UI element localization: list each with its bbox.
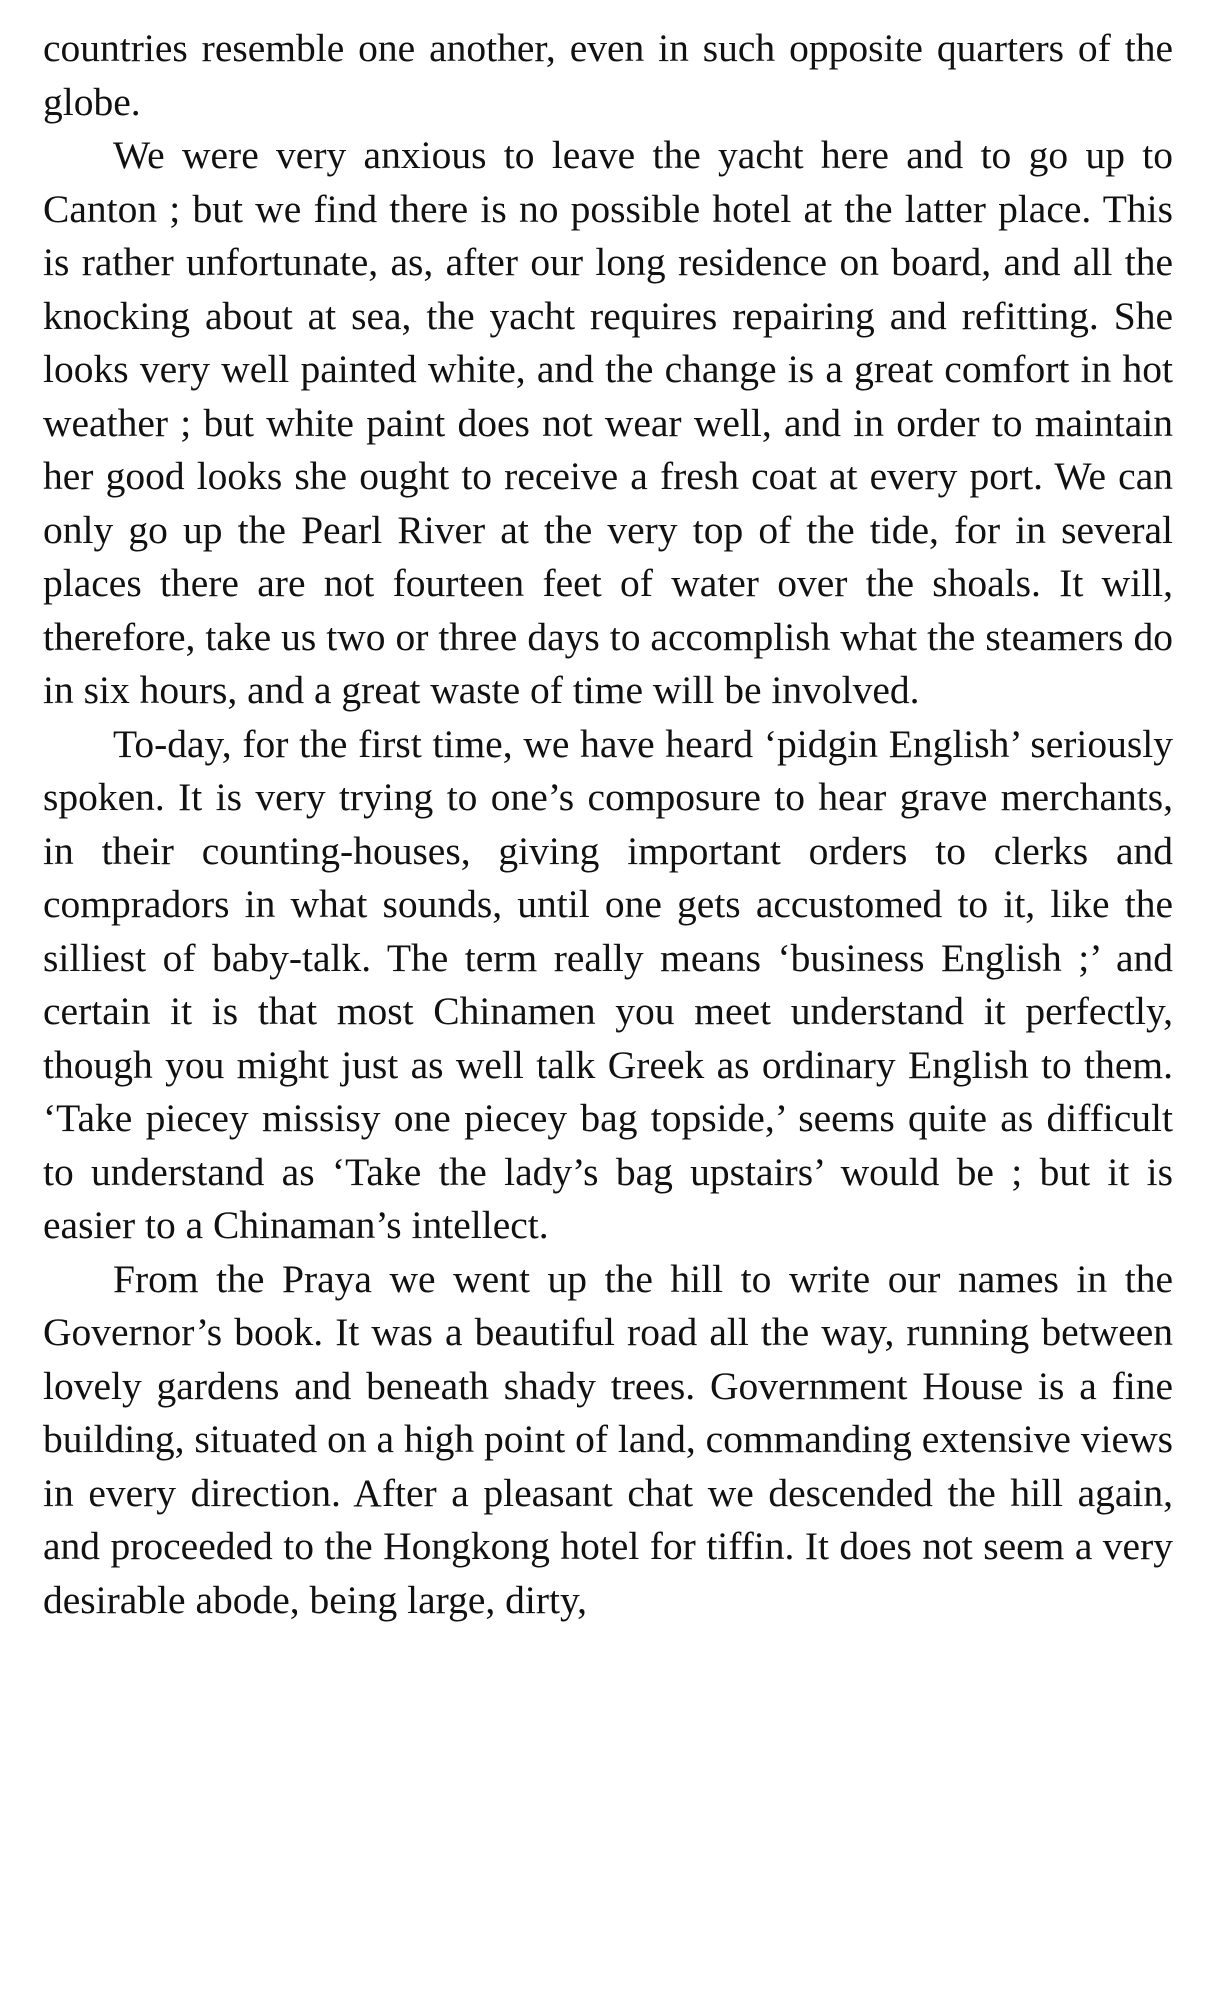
paragraph-yacht-canton: We were very anxious to leave the yacht here and to go up to Canton ; but we find there is no possible hotel at the latter place. This is rather unfortunate, as, after our long residence on board, and all the knocking about at sea, the yacht requires repairing and refitting. She looks very well painted white, and the change is a great comfort in hot weather ; but white paint does not wear well, and in order to maintain her good looks she ought to receive a fresh coat at every port. We can only go up the Pearl River at the very top of the tide, for in several places there are not fourteen feet of water over the shoals. It will, therefore, take us two or three days to accomplish what the steamers do in six hours, and a great waste of time will be involved. bbox=[43, 133, 1173, 712]
paragraph-pidgin-english: To-day, for the first time, we have heard ‘pidgin English’ seriously spoken. It is very trying to one’s composure to hear grave merchants, in their counting-houses, giving important orders to clerks and compradors in what sounds, until one gets accustomed to it, like the silliest of baby-talk. The term really means ‘business English ;’ and certain it is that most Chinamen you meet understand it perfectly, though you might just as well talk Greek as ordinary English to them. ‘Take piecey missisy one piecey bag topside,’ seems quite as difficult to understand as ‘Take the lady’s bag upstairs’ would be ; but it is easier to a Chinaman’s intellect. bbox=[43, 721, 1173, 1247]
paragraph-continued: countries resemble one another, even in such opposite quarters of the globe. bbox=[43, 26, 1173, 124]
paragraph-governor-visit: From the Praya we went up the hill to write our names in the Governor’s book. It was a beautiful road all the way, running between lovely gardens and beneath shady trees. Government House is a fine building, situated on a high point of land, commanding extensive views in every direction. After a pleasant chat we descended the hill again, and proceeded to the Hongkong hotel for tiffin. It does not seem a very desirable abode, being large, dirty, bbox=[43, 1256, 1173, 1622]
body-text bbox=[43, 22, 1173, 1627]
